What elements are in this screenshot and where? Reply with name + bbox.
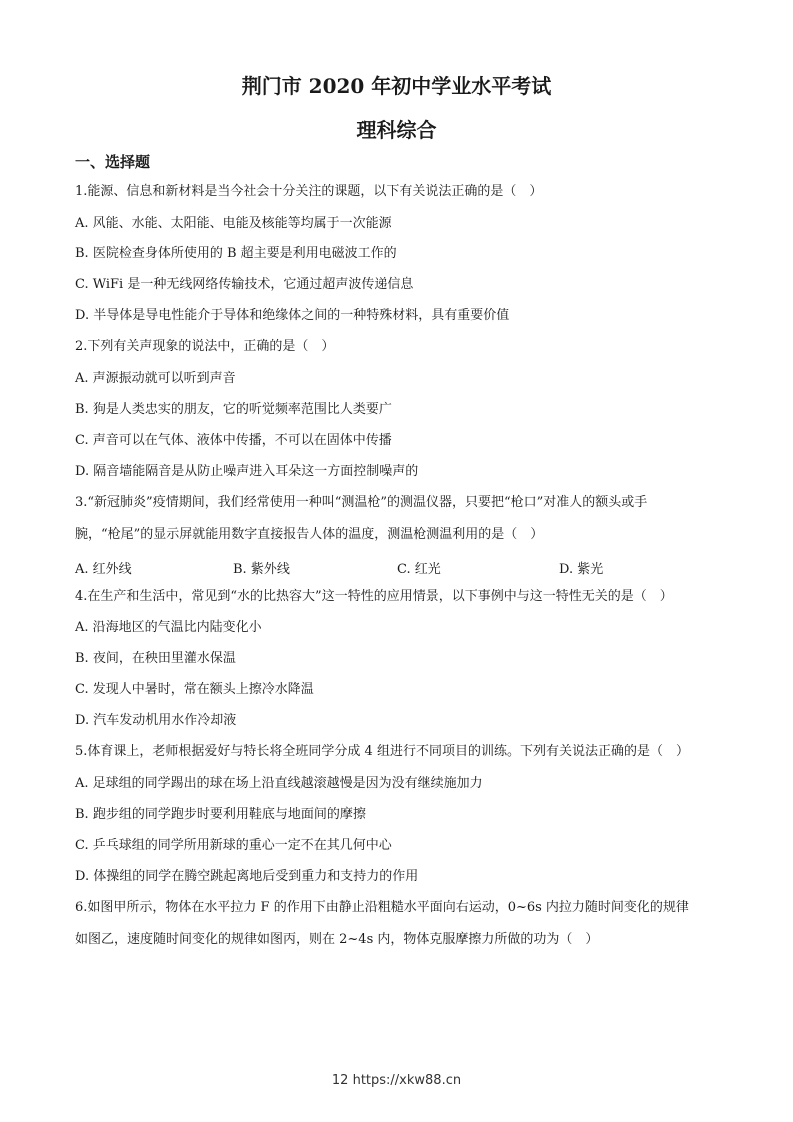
question-3-option-c: C. 红光 (397, 562, 441, 577)
question-2-option-a: A. 声源振动就可以听到声音 (75, 371, 236, 386)
question-1-option-a: A. 风能、水能、太阳能、电能及核能等均属于一次能源 (75, 216, 392, 231)
question-1-option-c: C. WiFi 是一种无线网络传输技术，它通过超声波传递信息 (75, 277, 414, 292)
question-5-stem: 5.体育课上，老师根据爱好与特长将全班同学分成 4 组进行不同项目的训练。下列有关说法正确的是（ ） (75, 744, 689, 759)
exam-subtitle: 理科综合 (356, 118, 437, 142)
question-3-option-a: A. 红外线 (75, 562, 132, 577)
question-1-option-d: D. 半导体是导电性能介于导体和绝缘体之间的一种特殊材料，具有重要价值 (75, 308, 510, 323)
question-3-option-b: B. 紫外线 (233, 562, 290, 577)
question-6-stem-line-2: 如图乙，速度随时间变化的规律如图丙，则在 2~4s 内，物体克服摩擦力所做的功为（ ） (75, 932, 599, 947)
question-2-stem: 2.下列有关声现象的说法中，正确的是（ ） (75, 339, 335, 354)
question-1-stem: 1.能源、信息和新材料是当今社会十分关注的课题，以下有关说法正确的是（ ） (75, 184, 543, 199)
question-2-option-b: B. 狗是人类忠实的朋友，它的听觉频率范围比人类要广 (75, 402, 392, 417)
question-3-stem-line-2: 腕，“枪尾”的显示屏就能用数字直接报告人体的温度，测温枪测温利用的是（ ） (75, 527, 544, 542)
exam-title: 荆门市 2020 年初中学业水平考试 (241, 74, 552, 98)
question-1-option-b: B. 医院检查身体所使用的 B 超主要是利用电磁波工作的 (75, 246, 397, 261)
question-2-option-d: D. 隔音墙能隔音是从防止噪声进入耳朵这一方面控制噪声的 (75, 464, 419, 479)
question-6-stem-line-1: 6.如图甲所示，物体在水平拉力 F 的作用下由静止沿粗糙水平面向右运动，0~6s 内拉力随时间变化的规律 (75, 900, 689, 915)
question-4-stem: 4.在生产和生活中，常见到“水的比热容大”这一特性的应用情景，以下事例中与这一特性无关的是（ ） (75, 589, 673, 604)
question-5-option-d: D. 体操组的同学在腾空跳起离地后受到重力和支持力的作用 (75, 869, 419, 884)
question-5-option-b: B. 跑步组的同学跑步时要利用鞋底与地面间的摩擦 (75, 807, 366, 822)
question-4-option-a: A. 沿海地区的气温比内陆变化小 (75, 620, 262, 635)
question-4-option-b: B. 夜间，在秧田里灌水保温 (75, 651, 236, 666)
question-2-option-c: C. 声音可以在气体、液体中传播，不可以在固体中传播 (75, 433, 392, 448)
question-3-stem-line-1: 3.“新冠肺炎”疫情期间，我们经常使用一种叫“测温枪”的测温仪器，只要把“枪口”对准人的额头或手 (75, 495, 648, 510)
question-4-option-d: D. 汽车发动机用水作冷却液 (75, 713, 237, 728)
question-3-option-d: D. 紫光 (559, 562, 604, 577)
page-footer: 12 https://xkw88.cn (331, 1073, 462, 1088)
question-4-option-c: C. 发现人中暑时，常在额头上擦冷水降温 (75, 682, 314, 697)
question-3-options (75, 558, 725, 577)
section-heading: 一、选择题 (75, 153, 151, 171)
question-5-option-a: A. 足球组的同学踢出的球在场上沿直线越滚越慢是因为没有继续施加力 (75, 776, 483, 791)
question-5-option-c: C. 乒乓球组的同学所用新球的重心一定不在其几何中心 (75, 838, 392, 853)
